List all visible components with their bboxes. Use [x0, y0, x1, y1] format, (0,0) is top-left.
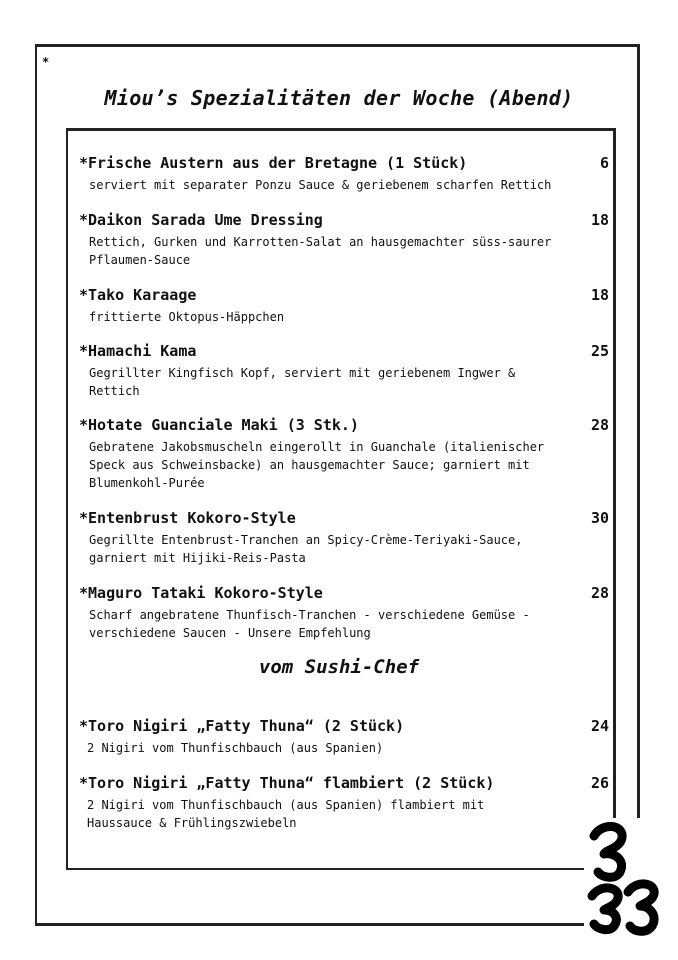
menu-item [79, 211, 609, 269]
menu-item [79, 342, 609, 400]
corner-mark: * [42, 55, 50, 69]
menu-item-description: Gegrillter Kingfisch Kopf, serviert mit geriebenem Ingwer & Rettich [89, 366, 516, 398]
menu-item [79, 154, 609, 194]
menu-item-name: *Tako Karaage [79, 286, 197, 304]
menu-item [79, 717, 609, 757]
menu-item-price: 28 [590, 584, 609, 602]
menu-item-name: *Toro Nigiri „Fatty Thuna“ (2 Stück) [79, 717, 405, 735]
menu-item-price: 26 [590, 774, 609, 792]
menu-item-price: 24 [590, 717, 609, 735]
menu-item-name: *Hotate Guanciale Maki (3 Stk.) [79, 416, 359, 434]
menu-item-price: 18 [590, 211, 609, 229]
menu-item-price: 25 [590, 342, 609, 360]
menu-item-description: Scharf angebratene Thunfisch-Tranchen - verschiedene Gemüse - verschiedene Saucen - Unsere Empfehlung [89, 608, 530, 640]
menu-item-description: Gebratene Jakobsmuscheln eingerollt in Guanchale (italienischer Speck aus Schweinsbacke) an hausgemachter Sauce; garniert mit Blumenkohl-Purée [89, 440, 545, 490]
menu-item [79, 286, 609, 326]
menu-item-description: Gegrillte Entenbrust-Tranchen an Spicy-Crème-Teriyaki-Sauce, garniert mit Hijiki-Reis-Pasta [89, 533, 523, 565]
menu-item [79, 774, 609, 832]
menu-item [79, 416, 609, 492]
menu-item [79, 509, 609, 567]
menu-item-name: *Frische Austern aus der Bretagne (1 Stück) [79, 154, 468, 172]
menu-item-name: *Maguro Tataki Kokoro-Style [79, 584, 323, 602]
menu-item-description: Rettich, Gurken und Karrotten-Salat an hausgemachter süss-saurer Pflaumen-Sauce [89, 235, 552, 267]
menu-item-name: *Hamachi Kama [79, 342, 197, 360]
menu-item-name: *Entenbrust Kokoro-Style [79, 509, 296, 527]
menu-item-description: 2 Nigiri vom Thunfischbauch (aus Spanien) [87, 741, 384, 755]
menu-item-description: serviert mit separater Ponzu Sauce & geriebenem scharfen Rettich [89, 178, 552, 192]
menu-title: Miou’s Spezialitäten der Woche (Abend) [104, 86, 574, 110]
menu-item-price: 28 [590, 416, 609, 434]
menu-item-price: 18 [590, 286, 609, 304]
menu-item-price: 30 [590, 509, 609, 527]
menu-item-name: *Toro Nigiri „Fatty Thuna“ flambiert (2 Stück) [79, 774, 495, 792]
menu-item-description: 2 Nigiri vom Thunfischbauch (aus Spanien) flambiert mit Haussauce & Frühlingszwiebeln [87, 798, 485, 830]
menu-item-name: *Daikon Sarada Ume Dressing [79, 211, 323, 229]
menu-item-price: 6 [599, 154, 609, 172]
kokoro-calligraphy-logo-icon [584, 818, 664, 936]
menu-item-description: frittierte Oktopus-Häppchen [89, 310, 285, 324]
menu-item [79, 584, 609, 642]
section-title: vom Sushi-Chef [258, 656, 420, 678]
